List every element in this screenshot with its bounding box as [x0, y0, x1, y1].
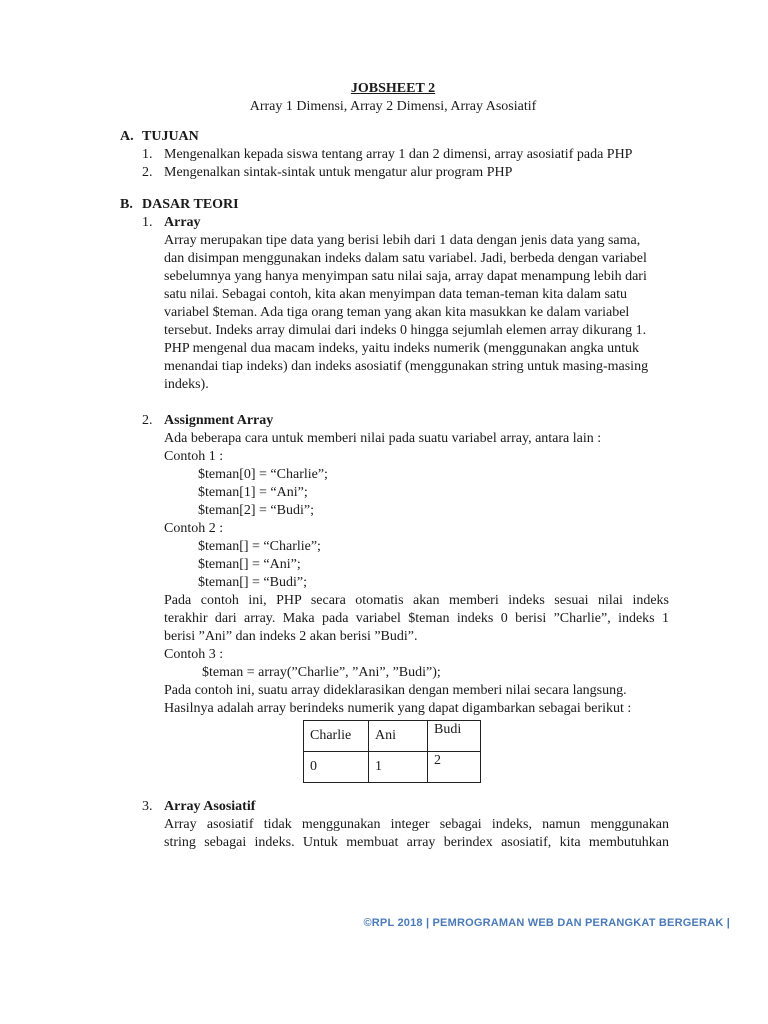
subsection-number: 2.: [142, 413, 153, 428]
table-cell: Ani: [369, 721, 428, 752]
array-paragraph: [164, 232, 669, 394]
section-letter: B.: [120, 197, 133, 212]
paragraph-line: tersebut. Indeks array dimulai dari indeks 0 hingga sejumlah elemen array dikurang 1.: [164, 323, 647, 338]
table-cell: 1: [369, 752, 428, 783]
paragraph-line: berisi ”Ani” dan indeks 2 akan berisi ”Budi”.: [164, 629, 418, 644]
paragraph-line: Hasilnya adalah array berindeks numerik yang dapat digambarkan sebagai berikut :: [164, 701, 632, 716]
list-text: Mengenalkan sintak-sintak untuk mengatur alur program PHP: [164, 165, 513, 180]
document-title: JOBSHEET 2: [350, 81, 436, 96]
table-cell: 2: [428, 752, 481, 783]
paragraph-line: PHP mengenal dua macam indeks, yaitu indeks numerik (menggunakan angka untuk: [164, 341, 639, 356]
section-title: TUJUAN: [142, 129, 199, 144]
code-line: $teman[0] = “Charlie”;: [198, 467, 328, 482]
section-heading: [120, 128, 680, 146]
list-number: 2.: [142, 165, 153, 180]
asosiatif-paragraph: [164, 816, 669, 852]
subsection-heading-array: [120, 214, 680, 232]
subsection-title: Array Asosiatif: [164, 799, 256, 814]
table-cell: Charlie: [304, 721, 369, 752]
paragraph-line: terakhir dari array. Maka pada variabel $teman indeks 0 berisi ”Charlie”, indeks 1: [164, 611, 669, 626]
paragraph-line: indeks).: [164, 377, 209, 392]
list-text: Mengenalkan kepada siswa tentang array 1 dan 2 dimensi, array asosiatif pada PHP: [164, 147, 633, 162]
paragraph-line: variabel $teman. Ada tiga orang teman yang akan kita masukkan ke dalam variabel: [164, 305, 630, 320]
list-number: 1.: [142, 147, 153, 162]
section-heading: [120, 196, 680, 214]
paragraph-line: satu nilai. Sebagai contoh, kita akan menyimpan data teman-teman kita dalam satu: [164, 287, 628, 302]
table-cell: 0: [304, 752, 369, 783]
paragraph-line: dan disimpan menggunakan indeks dalam satu variabel. Jadi, berbeda dengan variabel: [164, 251, 647, 266]
code-line: $teman = array(”Charlie”, ”Ani”, ”Budi”);: [202, 665, 441, 680]
subsection-title: Assignment Array: [164, 413, 274, 428]
subsection-number: 1.: [142, 215, 153, 230]
document-header: [0, 80, 768, 116]
subsection-title: Array: [164, 215, 201, 230]
assignment-paragraph-3: [164, 682, 669, 718]
table-row: [304, 752, 481, 783]
code-line: $teman[] = “Budi”;: [198, 575, 307, 590]
subsection-number: 3.: [142, 799, 153, 814]
paragraph-line: sebelumnya yang hanya menyimpan satu nilai saja, array dapat menampung lebih dari: [164, 269, 647, 284]
paragraph-line: Pada contoh ini, suatu array dideklarasikan dengan memberi nilai secara langsung.: [164, 683, 627, 698]
contoh-3-label: Contoh 3 :: [164, 647, 224, 662]
section-dasar-teori: [120, 196, 680, 394]
section-title: DASAR TEORI: [142, 197, 239, 212]
table-row: [304, 721, 481, 752]
code-line: $teman[1] = “Ani”;: [198, 485, 308, 500]
subsection-heading-assignment: [120, 412, 680, 430]
section-letter: A.: [120, 129, 134, 144]
table-cell: Budi: [428, 721, 481, 752]
contoh-2-label: Contoh 2 :: [164, 521, 224, 536]
document-subtitle: Array 1 Dimensi, Array 2 Dimensi, Array Asosiatif: [249, 99, 537, 114]
array-table: [303, 720, 481, 783]
list-item: [120, 164, 680, 182]
code-line: $teman[] = “Ani”;: [198, 557, 301, 572]
paragraph-line: menandai tiap indeks) dan indeks asosiatif (menggunakan string untuk masing-masing: [164, 359, 649, 374]
assignment-paragraph-2: [164, 592, 669, 646]
subsection-assignment: [120, 412, 680, 718]
contoh-1-label: Contoh 1 :: [164, 449, 224, 464]
page-footer: ©RPL 2018 | PEMROGRAMAN WEB DAN PERANGKAT BERGERAK |: [363, 917, 730, 929]
paragraph-line: string sebagai indeks. Untuk membuat array berindex asosiatif, kita membutuhkan: [164, 835, 669, 850]
code-line: $teman[] = “Charlie”;: [198, 539, 321, 554]
code-line: $teman[2] = “Budi”;: [198, 503, 314, 518]
assignment-intro: Ada beberapa cara untuk memberi nilai pada suatu variabel array, antara lain :: [164, 431, 602, 446]
paragraph-line: Array asosiatif tidak menggunakan integer sebagai indeks, namun menggunakan: [164, 817, 669, 832]
paragraph-line: Array merupakan tipe data yang berisi lebih dari 1 data dengan jenis data yang sama,: [164, 233, 641, 248]
tujuan-list: [120, 146, 680, 182]
subsection-asosiatif: [120, 798, 680, 852]
list-item: [120, 146, 680, 164]
paragraph-line: Pada contoh ini, PHP secara otomatis akan memberi indeks sesuai nilai indeks: [164, 593, 669, 608]
subsection-heading-asosiatif: [120, 798, 680, 816]
section-tujuan: [120, 128, 680, 182]
